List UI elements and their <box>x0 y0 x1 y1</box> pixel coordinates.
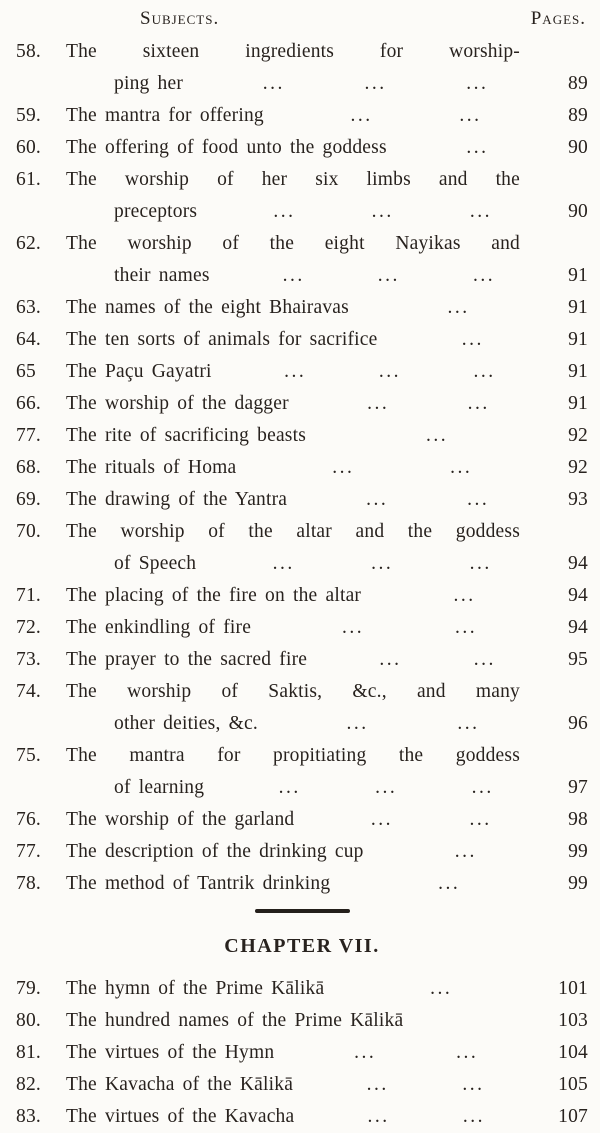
entry-page-number: 95 <box>568 649 588 670</box>
toc-entry-row <box>16 612 588 644</box>
toc-entry-row <box>16 484 588 516</box>
entry-page-number: 105 <box>558 1074 588 1095</box>
entry-title: The virtues of the Hymn <box>66 1042 275 1063</box>
entry-number: 80. <box>16 1010 41 1031</box>
toc-entry-row <box>16 36 588 68</box>
entry-number: 62. <box>16 233 41 254</box>
toc-entry-row <box>16 292 588 324</box>
entry-number: 83. <box>16 1106 41 1127</box>
entry-number: 68. <box>16 457 41 478</box>
entry-line <box>66 388 588 420</box>
entry-number: 60. <box>16 137 41 158</box>
toc-entry-row <box>16 644 588 676</box>
dot-leader: ... <box>367 1106 390 1127</box>
dot-leader: ... <box>453 585 476 606</box>
dot-leader: ... <box>282 265 305 286</box>
toc-entry-row <box>16 516 588 548</box>
entry-title-line: The worship of her six limbs and the <box>66 169 520 190</box>
dot-leader: ... <box>332 457 355 478</box>
toc-entry-row <box>16 420 588 452</box>
dot-leader: ... <box>461 329 484 350</box>
dot-leader: ... <box>273 201 296 222</box>
dot-leader: ... <box>284 361 307 382</box>
toc-entry-row <box>16 973 588 1005</box>
entry-page-number: 91 <box>568 297 588 318</box>
entry-line <box>66 580 588 612</box>
entry-title-line: The worship of the altar and the goddess <box>66 521 520 542</box>
entry-line <box>66 356 588 388</box>
toc-entry-row <box>16 548 588 580</box>
toc-entry-row <box>16 388 588 420</box>
toc-entry-row <box>16 676 588 708</box>
entry-page-number: 91 <box>568 393 588 414</box>
dot-leader: ... <box>354 1042 377 1063</box>
toc-entry-row <box>16 1037 588 1069</box>
pages-column-heading: Pages. <box>530 8 586 29</box>
toc-entry-row <box>16 196 588 228</box>
entry-line <box>66 100 588 132</box>
entry-page-number: 94 <box>568 617 588 638</box>
toc-header <box>16 6 588 36</box>
dot-leader: ... <box>473 649 496 670</box>
entry-page-number: 96 <box>568 713 588 734</box>
toc-entry-row <box>16 1101 588 1133</box>
chapter-toc-list <box>16 973 588 1133</box>
toc-entry-row <box>16 132 588 164</box>
dot-leader: ... <box>371 201 394 222</box>
toc-entry-row <box>16 100 588 132</box>
entry-number: 79. <box>16 978 41 999</box>
dot-leader: ... <box>378 361 401 382</box>
entry-title-line: The mantra for propitiating the goddess <box>66 745 520 766</box>
subjects-column-heading: Subjects. <box>140 8 220 29</box>
dot-leader: ... <box>469 201 492 222</box>
entry-line <box>66 132 588 164</box>
entry-title: The worship of the garland <box>66 809 295 830</box>
entry-title: The rituals of Homa <box>66 457 237 478</box>
dot-leader: ... <box>459 105 482 126</box>
entry-number: 72. <box>16 617 41 638</box>
dot-leader: ... <box>473 361 496 382</box>
toc-entry-row <box>16 228 588 260</box>
toc-entry-row <box>16 324 588 356</box>
entry-line <box>66 484 588 516</box>
entry-page-number: 103 <box>558 1010 588 1031</box>
dot-leader: ... <box>471 777 494 798</box>
entry-title: The mantra for offering <box>66 105 264 126</box>
dot-leader: ... <box>371 553 394 574</box>
dot-leader: ... <box>447 297 470 318</box>
dot-leader: ... <box>346 713 369 734</box>
toc-entry-row <box>16 1069 588 1101</box>
dot-leader: ... <box>457 713 480 734</box>
chapter-heading: CHAPTER VII. <box>224 935 380 957</box>
entry-line <box>66 420 588 452</box>
entry-line <box>66 1069 588 1101</box>
entry-line <box>66 612 588 644</box>
entry-number: 69. <box>16 489 41 510</box>
dot-leader: ... <box>262 73 285 94</box>
toc-entry-row <box>16 740 588 772</box>
dot-leader: ... <box>375 777 398 798</box>
dot-leader: ... <box>469 553 492 574</box>
toc-entry-row <box>16 452 588 484</box>
entry-number: 75. <box>16 745 41 766</box>
toc-entry-row <box>16 868 588 900</box>
toc-entry-row <box>16 708 588 740</box>
entry-title: The prayer to the sacred fire <box>66 649 308 670</box>
entry-title-line: The worship of the eight Nayikas and <box>66 233 520 254</box>
entry-number: 81. <box>16 1042 41 1063</box>
entry-title: The virtues of the Kavacha <box>66 1106 295 1127</box>
entry-title: preceptors <box>114 201 198 222</box>
toc-entry-row <box>16 804 588 836</box>
entry-title: The hundred names of the Prime Kālikā <box>66 1010 404 1031</box>
entry-page-number: 107 <box>558 1106 588 1127</box>
toc-entry-row <box>16 356 588 388</box>
entry-line <box>66 196 588 228</box>
toc-entry-row <box>16 260 588 292</box>
entry-line <box>66 1037 588 1069</box>
entry-title: The description of the drinking cup <box>66 841 364 862</box>
dot-leader: ... <box>430 978 453 999</box>
entry-line <box>66 804 588 836</box>
entry-line <box>66 292 588 324</box>
entry-number: 77. <box>16 841 41 862</box>
dot-leader: ... <box>379 649 402 670</box>
entry-number: 64. <box>16 329 41 350</box>
entry-page-number: 90 <box>568 137 588 158</box>
toc-entry-row <box>16 164 588 196</box>
entry-number: 82. <box>16 1074 41 1095</box>
entry-title: The hymn of the Prime Kālikā <box>66 978 325 999</box>
entry-title: The worship of the dagger <box>66 393 289 414</box>
dot-leader: ... <box>364 73 387 94</box>
entry-line <box>66 868 588 900</box>
entry-page-number: 99 <box>568 841 588 862</box>
dot-leader: ... <box>467 489 490 510</box>
entry-number: 74. <box>16 681 41 702</box>
entry-number: 73. <box>16 649 41 670</box>
entry-line <box>66 548 588 580</box>
entry-number: 63. <box>16 297 41 318</box>
entry-line <box>66 973 588 1005</box>
dot-leader: ... <box>425 425 449 446</box>
entry-page-number: 92 <box>568 457 588 478</box>
dot-leader: ... <box>366 1074 389 1095</box>
toc-entry-row <box>16 1005 588 1037</box>
entry-title: The drawing of the Yantra <box>66 489 288 510</box>
toc-entry-row <box>16 772 588 804</box>
entry-page-number: 89 <box>568 105 588 126</box>
dot-leader: ... <box>467 393 490 414</box>
entry-title: of Speech <box>114 553 197 574</box>
entry-title-line: The worship of Saktis, &c., and many <box>66 681 520 702</box>
entry-page-number: 92 <box>568 425 588 446</box>
entry-page-number: 104 <box>558 1042 588 1063</box>
entry-line <box>66 1005 588 1037</box>
entry-title: their names <box>114 265 210 286</box>
entry-line <box>66 708 588 740</box>
entry-line <box>66 324 588 356</box>
entry-page-number: 101 <box>558 978 588 999</box>
entry-title: The Paçu Gayatri <box>66 361 212 382</box>
dot-leader: ... <box>450 457 473 478</box>
entry-line <box>66 772 588 804</box>
dot-leader: ... <box>341 617 365 638</box>
dot-leader: ... <box>462 1074 485 1095</box>
entry-title: of learning <box>114 777 205 798</box>
toc-list <box>16 36 588 900</box>
entry-page-number: 90 <box>568 201 588 222</box>
entry-number: 77. <box>16 425 41 446</box>
dot-leader: ... <box>278 777 301 798</box>
dot-leader: ... <box>366 489 389 510</box>
entry-number: 71. <box>16 585 41 606</box>
entry-title: The Kavacha of the Kālikā <box>66 1074 294 1095</box>
dot-leader: ... <box>466 137 489 158</box>
dot-leader: ... <box>455 617 478 638</box>
toc-entry-row <box>16 68 588 100</box>
entry-title-line: The sixteen ingredients for worship- <box>66 41 520 62</box>
entry-line <box>66 644 588 676</box>
entry-line <box>66 1101 588 1133</box>
dot-leader: ... <box>367 393 390 414</box>
dot-leader: ... <box>454 841 477 862</box>
dot-leader: ... <box>472 265 496 286</box>
entry-title: The ten sorts of animals for sacrifice <box>66 329 378 350</box>
dot-leader: ... <box>350 105 373 126</box>
section-divider <box>255 909 350 913</box>
entry-page-number: 89 <box>568 73 588 94</box>
entry-line <box>66 452 588 484</box>
entry-number: 65 <box>16 361 36 382</box>
toc-entry-row <box>16 836 588 868</box>
entry-number: 59. <box>16 105 41 126</box>
entry-page-number: 93 <box>568 489 588 510</box>
entry-page-number: 94 <box>568 585 588 606</box>
dot-leader: ... <box>466 73 489 94</box>
entry-title: The placing of the fire on the altar <box>66 585 362 606</box>
entry-number: 66. <box>16 393 41 414</box>
entry-title: other deities, &c. <box>114 713 258 734</box>
entry-number: 78. <box>16 873 41 894</box>
entry-page-number: 99 <box>568 873 588 894</box>
dot-leader: ... <box>462 1106 485 1127</box>
entry-title: The method of Tantrik drinking <box>66 873 331 894</box>
entry-number: 76. <box>16 809 41 830</box>
entry-number: 70. <box>16 521 41 542</box>
dot-leader: ... <box>456 1042 479 1063</box>
dot-leader: ... <box>377 265 400 286</box>
entry-title: The offering of food unto the goddess <box>66 137 387 158</box>
entry-line <box>66 836 588 868</box>
entry-line <box>66 68 588 100</box>
entry-page-number: 94 <box>568 553 588 574</box>
entry-title: The names of the eight Bhairavas <box>66 297 349 318</box>
dot-leader: ... <box>272 553 295 574</box>
entry-page-number: 97 <box>568 777 588 798</box>
entry-title: The enkindling of fire <box>66 617 252 638</box>
dot-leader: ... <box>438 873 461 894</box>
dot-leader: ... <box>469 809 492 830</box>
entry-page-number: 98 <box>568 809 588 830</box>
toc-entry-row <box>16 580 588 612</box>
entry-line <box>66 260 588 292</box>
entry-page-number: 91 <box>568 329 588 350</box>
entry-page-number: 91 <box>568 265 588 286</box>
entry-title: The rite of sacrificing beasts <box>66 425 306 446</box>
entry-number: 61. <box>16 169 41 190</box>
entry-title: ping her <box>114 73 184 94</box>
entry-page-number: 91 <box>568 361 588 382</box>
dot-leader: ... <box>370 809 393 830</box>
entry-number: 58. <box>16 41 41 62</box>
